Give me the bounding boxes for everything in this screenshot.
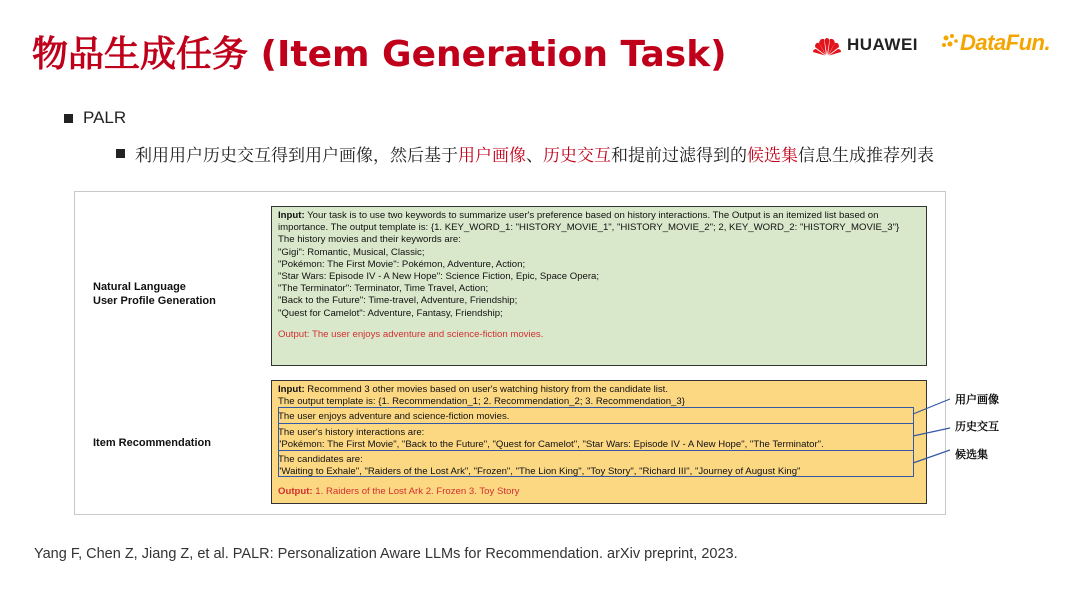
bullet-text-a: 利用用户历史交互得到用户画像，然后基于 [135,146,458,166]
citation: Yang F, Chen Z, Jiang Z, et al. PALR: Personalization Aware LLMs for Recommendation. arXiv preprint, 2023. [34,546,738,562]
slide-title: 物品生成任务 (Item Generation Task) [32,34,727,75]
huawei-wordmark: HUAWEI [847,35,918,54]
side-label-history: 历史交互 [955,420,999,433]
candidates-highlight-box [278,450,914,477]
bullet-highlight-candidates: 候选集 [747,146,798,166]
datafun-mark-icon [940,32,960,54]
profile-output: Output: The user enjoys adventure and science-fiction movies. [278,328,544,340]
profile-line: Your task is to use two keywords to summarize user's preference based on history interactions. The Output is an itemized list based on importance. The output template is: {1. KEY_WORD_1: "HISTORY_MOVIE_1", "HISTORY_MOVIE_2"; 2, KEY_WORD_2: "HISTORY_MOVIE_3"} [278,210,900,234]
profile-highlight-box [278,407,914,424]
huawei-logo [812,34,918,56]
palr-figure [74,191,946,515]
huawei-flower-icon [812,34,842,56]
profile-label-line1: Natural Language [93,281,186,293]
bullet-level2 [116,141,934,166]
profile-generation-label [93,280,216,308]
profile-input-line [278,210,920,234]
bullet-text-e: 和提前过滤得到的 [611,146,747,166]
profile-input-label: Input: [278,210,305,221]
square-bullet-icon [64,114,73,123]
item-recommendation-label: Item Recommendation [93,437,211,449]
bullet-text-c: 、 [526,146,543,166]
recommend-line: "Waiting to Exhale", "Raiders of the Lost Ark", "Frozen", "The Lion King", "Toy Story", "Richard III", "Journey of August King" [278,466,801,478]
profile-line: "Back to the Future": Time-travel, Adventure, Friendship; [278,295,518,307]
profile-line: "Pokémon: The First Movie": Pokémon, Adventure, Action; [278,258,526,270]
bullet-text-g: 信息生成推荐列表 [798,146,934,166]
bullet-level1 [64,108,126,128]
profile-line: The history movies and their keywords are: [278,234,461,246]
bullet-highlight-profile: 用户画像 [458,146,526,166]
recommend-line: Recommend 3 other movies based on user's watching history from the candidate list. [304,384,669,395]
profile-line: "The Terminator": Terminator, Time Travel, Action; [278,283,489,295]
recommend-input-line [278,384,920,396]
side-label-profile: 用户画像 [955,393,999,406]
profile-prompt-box [271,206,927,366]
bullet-highlight-history: 历史交互 [543,146,611,166]
profile-label-line2: User Profile Generation [93,295,216,307]
bullet-level1-text: PALR [83,108,127,127]
datafun-wordmark: DataFun. [960,30,1051,55]
history-highlight-box [278,423,914,451]
recommend-line: The user enjoys adventure and science-fiction movies. [278,411,510,423]
recommend-line: "Pokémon: The First Movie", "Back to the Future", "Quest for Camelot", "Star Wars: Episode IV - A New Hope", "The Terminator". [278,438,824,450]
recommend-line: The user's history interactions are: [278,426,425,438]
datafun-logo [940,30,1050,56]
profile-line: "Star Wars: Episode IV - A New Hope": Science Fiction, Epic, Space Opera; [278,271,600,283]
recommend-output-label: Output: [278,486,313,498]
recommend-line: The candidates are: [278,454,363,466]
profile-line: "Quest for Camelot": Adventure, Fantasy, Friendship; [278,307,503,319]
recommend-output-text: 1. Raiders of the Lost Ark 2. Frozen 3. Toy Story [312,486,520,498]
recommend-input-label: Input: [278,384,305,395]
recommend-output [278,486,920,498]
side-label-candidates: 候选集 [955,448,988,461]
profile-line: "Gigi": Romantic, Musical, Classic; [278,246,425,258]
recommend-line: The output template is: {1. Recommendation_1; 2. Recommendation_2; 3. Recommendation_3} [278,396,685,408]
square-bullet-icon [116,149,125,158]
